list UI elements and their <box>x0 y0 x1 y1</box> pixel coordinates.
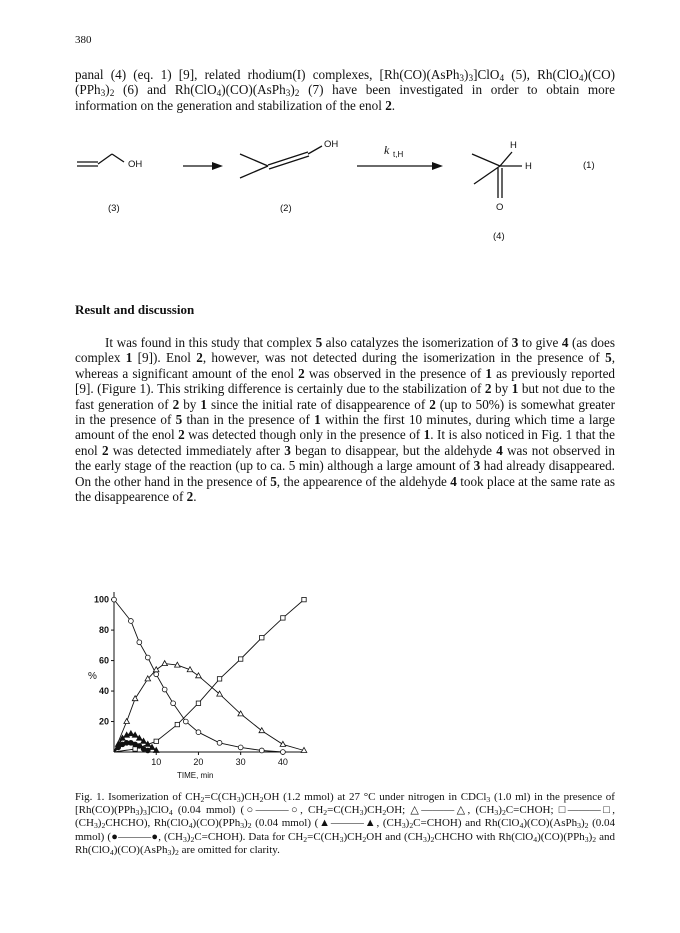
data-point <box>145 655 150 660</box>
data-point <box>259 728 265 733</box>
data-point <box>124 719 130 724</box>
data-point <box>260 636 264 640</box>
bond-4b <box>474 166 500 184</box>
section-heading: Result and discussion <box>75 302 195 317</box>
page-number: 380 <box>75 34 92 46</box>
x-tick-label: 20 <box>193 757 204 767</box>
data-point <box>162 661 168 666</box>
series-line-2 <box>114 600 304 752</box>
data-point <box>217 677 221 681</box>
y-tick-label: 80 <box>98 625 109 636</box>
discussion-paragraph: It was found in this study that complex 5 also catalyzes the isomerization of 3 to give 4 (as does complex 1 [9]). Enol 2, however, was not detected during the isomerization in the presence of 5, whereas a significant amount of the enol 2 was observed in the presence of 1 as previously reported [9]. (Figure 1). This striking difference is certainly due to the stabilization of 2 by 1 but not due to the fast generation of 2 by 1 since the initial rate of disappearence of 2 (up to 50%) is somewhat greater in the presence of 5 than in the presence of 1 within the first 10 minutes, during which time a large amount of the enol 2 was detected though only in the presence of 1. It is also noticed in Fig. 1 that the enol 2 was detected immediately after 3 began to disappear, but the aldehyde 4 was not observed in the early stage of the reaction (up to ca. 5 min) although a large amount of 3 had already disappeared. On the other hand in the presence of 5, the appearence of the aldehyde 4 took place at the same rate as the disappearence of 2. <box>75 335 616 505</box>
data-point <box>280 741 286 746</box>
y-tick-label: 20 <box>98 716 109 727</box>
data-point <box>145 748 150 753</box>
bond-4c <box>500 152 512 166</box>
figure-caption: Fig. 1. Isomerization of $CH_2=C(CH_3)CH_2OH$ (1.2 mmol) at 27 °C under nitrogen in CDCl$_3$ (1.0 ml) in the presence of $[Rh(CO)(PPh_3)_3]ClO_4$ (0.04 mmol) (○———○, $CH_2=C(CH_3)CH_2OH$; △———△, $(CH_3)_2C=CHOH$; □———□, $(CH_3)_2CHCHO$), $Rh(ClO_4)(CO)(PPh_3)_2$ (0.04 mmol) (▲———▲, $(CH_3)_2C=CHOH$) and $Rh(ClO_4)(CO)(AsPh_3)_2$ (0.04 mmol) (●———●, $(CH_3)_2C=CHOH$). Data for $CH_2=C(CH_3)CH_2OH$ and $(CH_3)_2CHCHO$ with $Rh(ClO_4)(CO)(PPh_3)_2$ and $Rh(ClO_4)(CO)(AsPh_3)_2$ are omitted for clarity. <box>75 791 616 857</box>
bond-3c <box>98 154 112 164</box>
data-point <box>259 748 264 753</box>
x-tick-label: 30 <box>235 757 246 767</box>
isomerization-chart <box>74 582 334 782</box>
x-tick-label: 40 <box>277 757 288 767</box>
bond-2b <box>240 166 268 178</box>
data-point <box>171 701 176 706</box>
data-point <box>137 640 142 645</box>
series-line-1 <box>114 664 304 752</box>
data-point <box>302 597 306 601</box>
y-tick-label: 100 <box>93 594 109 605</box>
data-point <box>183 719 188 724</box>
label-compound-3: (3) <box>108 203 120 214</box>
data-point <box>175 722 179 726</box>
scheme-oh-label-2: OH <box>324 139 339 150</box>
x-axis-label: TIME, min <box>177 771 214 780</box>
data-point <box>196 673 202 678</box>
data-point <box>128 619 133 624</box>
scheme-h-right: H <box>525 161 532 172</box>
data-point <box>196 701 200 705</box>
bond-2a <box>240 154 268 166</box>
reaction-scheme <box>60 132 620 247</box>
bond-4a <box>472 154 500 166</box>
bond-3d <box>112 154 124 162</box>
arrow-2-head <box>432 162 443 170</box>
data-point <box>238 657 242 661</box>
data-point <box>154 672 159 677</box>
y-tick-label: 40 <box>98 686 109 697</box>
intro-paragraph: panal (4) (eq. 1) [9], related rhodium(I) complexes, $[Rh(CO)(AsPh_3)_3]ClO_4$ (5), $Rh(ClO_4)(CO)(PPh_3)_2$ (6) and $Rh(ClO_4)(CO)(AsPh_3)_2$ (7) have been investigated in order to obtain more information on the generation and stabilization of the enol 2. <box>75 67 615 113</box>
data-point <box>162 687 167 692</box>
data-point <box>133 747 137 751</box>
data-point <box>153 667 159 672</box>
data-point <box>281 616 285 620</box>
scheme-oh-label-3: OH <box>128 159 143 170</box>
x-tick-label: 10 <box>151 757 162 767</box>
y-axis-label: % <box>88 671 97 682</box>
equation-number: (1) <box>583 160 595 171</box>
bond-2e <box>308 146 322 154</box>
data-point <box>238 745 243 750</box>
scheme-o-label: O <box>496 202 504 213</box>
data-point <box>217 740 222 745</box>
data-point <box>116 745 121 750</box>
data-point <box>280 750 285 755</box>
data-point <box>137 744 142 749</box>
data-point <box>154 739 158 743</box>
arrow-1-head <box>212 162 223 170</box>
rate-constant-k: k <box>384 143 390 157</box>
y-tick-label: 60 <box>98 655 109 666</box>
label-compound-4: (4) <box>493 231 505 242</box>
data-point <box>128 731 134 736</box>
data-point <box>196 730 201 735</box>
data-point <box>112 597 117 602</box>
scheme-h-top: H <box>510 140 517 151</box>
label-compound-2: (2) <box>280 203 292 214</box>
rate-constant-sub: t,H <box>393 150 404 159</box>
